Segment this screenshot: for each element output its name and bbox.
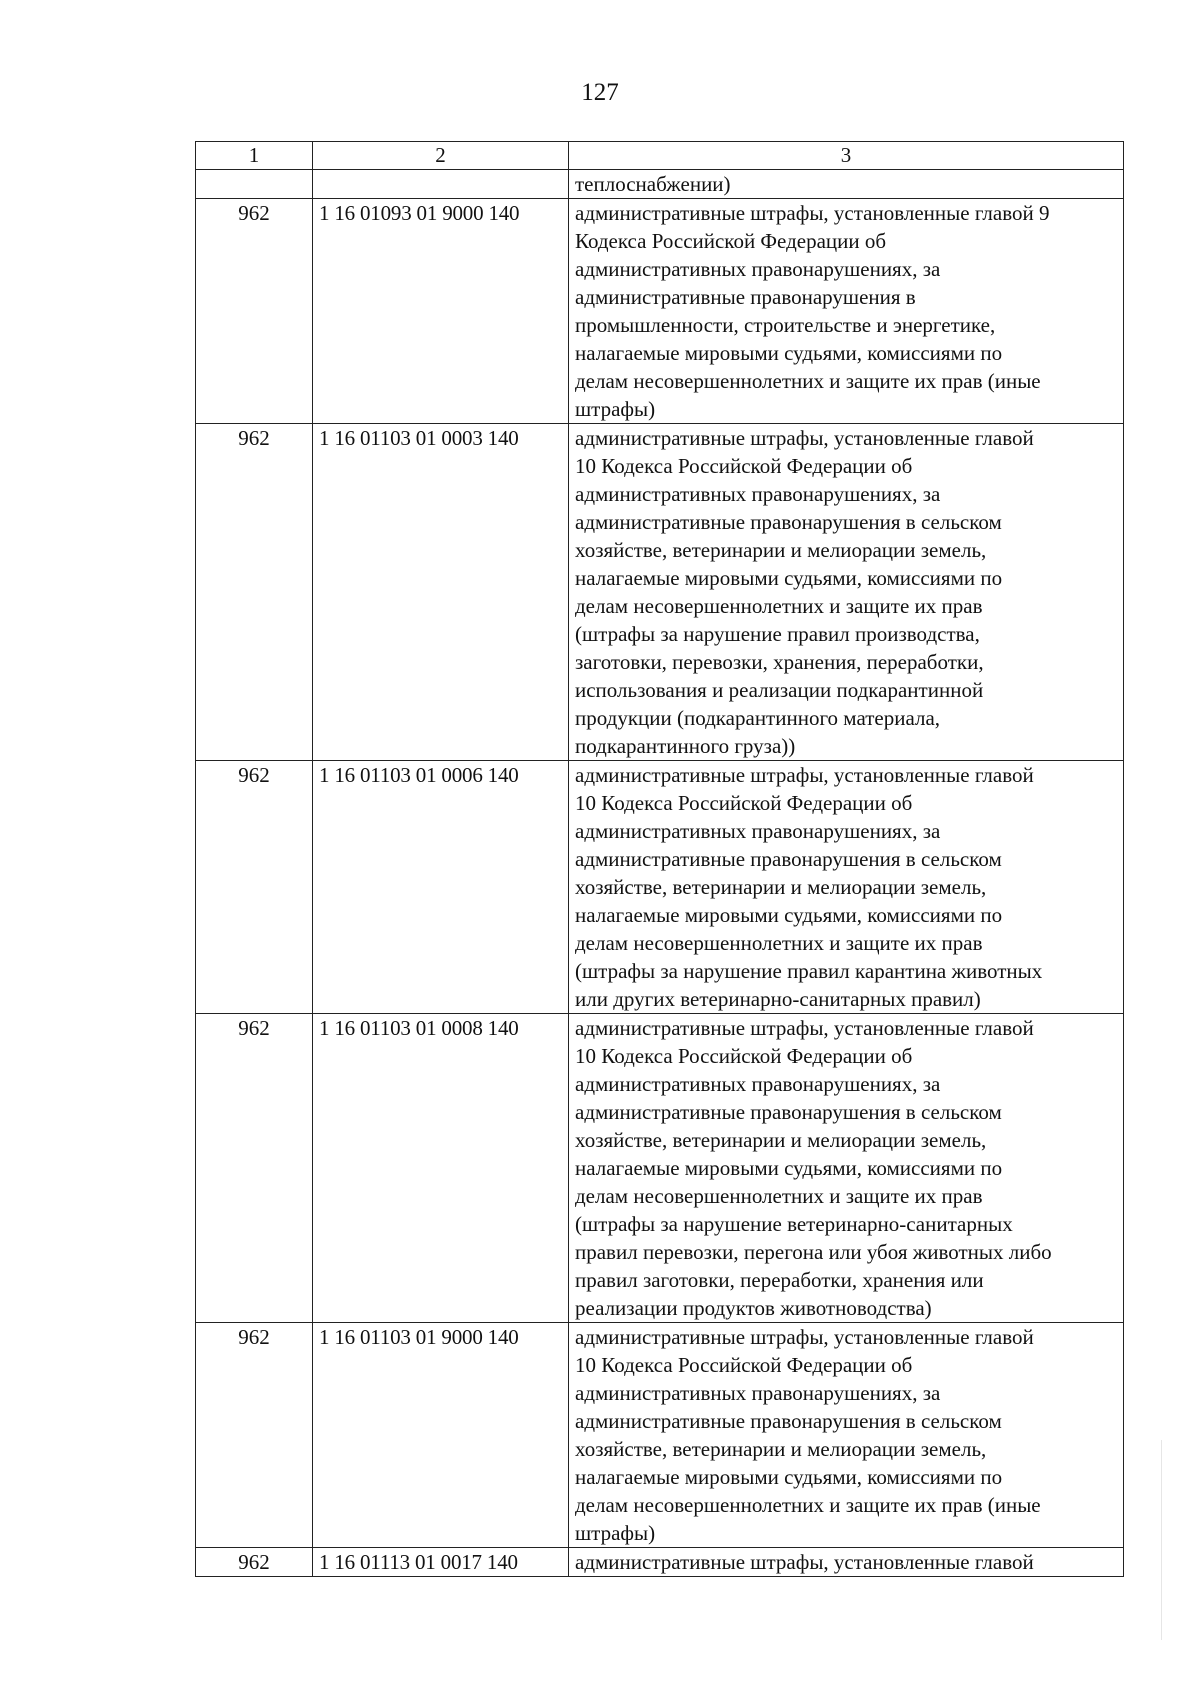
description-cell: [569, 761, 1124, 1014]
description-line: (штрафы за нарушение правил производства,: [575, 622, 980, 646]
description-line: административных правонарушениях, за: [575, 1381, 941, 1405]
description-line: административные правонарушения в сельском: [575, 847, 1002, 871]
description-line: налагаемые мировыми судьями, комиссиями по: [575, 903, 1003, 927]
description-cell: [569, 170, 1124, 199]
description-line: 10 Кодекса Российской Федерации об: [575, 1353, 913, 1377]
admin-code-cell: 962: [196, 424, 313, 761]
description-line: налагаемые мировыми судьями, комиссиями по: [575, 1156, 1003, 1180]
table-body: [196, 170, 1124, 1577]
description-line: налагаемые мировыми судьями, комиссиями по: [575, 341, 1003, 365]
description-line: использования и реализации подкарантинной: [575, 678, 984, 702]
description-cell: [569, 199, 1124, 424]
description-line: (штрафы за нарушение ветеринарно-санитарных: [575, 1212, 1013, 1236]
description-line: теплоснабжении): [575, 172, 731, 196]
description-line: налагаемые мировыми судьями, комиссиями по: [575, 566, 1003, 590]
description-cell: [569, 1014, 1124, 1323]
description-line: административных правонарушениях, за: [575, 257, 941, 281]
description-line: административные правонарушения в сельском: [575, 1409, 1002, 1433]
budget-classification-code-cell: 1 16 01113 01 0017 140: [313, 1548, 569, 1577]
description-line: хозяйстве, ветеринарии и мелиорации земель,: [575, 1437, 987, 1461]
description-line: (штрафы за нарушение правил карантина животных: [575, 959, 1043, 983]
description-line: хозяйстве, ветеринарии и мелиорации земель,: [575, 1128, 987, 1152]
table-header-row: [196, 142, 1124, 170]
table-row: [196, 1548, 1124, 1577]
description-cell: [569, 1323, 1124, 1548]
description-line: правил заготовки, переработки, хранения или: [575, 1268, 984, 1292]
description-line: административные правонарушения в: [575, 285, 916, 309]
description-line: делам несовершеннолетних и защите их прав: [575, 931, 983, 955]
description-line: или других ветеринарно-санитарных правил): [575, 987, 981, 1011]
header-col-3: 3: [569, 142, 1124, 170]
table-row: [196, 170, 1124, 199]
description-line: 10 Кодекса Российской Федерации об: [575, 791, 913, 815]
budget-classification-code-cell: 1 16 01103 01 0003 140: [313, 424, 569, 761]
description-line: 10 Кодекса Российской Федерации об: [575, 1044, 913, 1068]
description-line: подкарантинного груза)): [575, 734, 796, 758]
description-line: административные правонарушения в сельском: [575, 510, 1002, 534]
description-line: реализации продуктов животноводства): [575, 1296, 932, 1320]
description-line: административные штрафы, установленные главой: [575, 1550, 1034, 1574]
description-line: налагаемые мировыми судьями, комиссиями по: [575, 1465, 1003, 1489]
budget-classification-code-cell: 1 16 01103 01 9000 140: [313, 1323, 569, 1548]
header-col-1: 1: [196, 142, 313, 170]
admin-code-cell: 962: [196, 761, 313, 1014]
budget-classification-code-cell: 1 16 01093 01 9000 140: [313, 199, 569, 424]
description-cell: [569, 424, 1124, 761]
table-row: [196, 761, 1124, 1014]
table-row: [196, 1323, 1124, 1548]
admin-code-cell: [196, 170, 313, 199]
description-line: административные штрафы, установленные главой: [575, 426, 1034, 450]
table-row: [196, 199, 1124, 424]
description-line: делам несовершеннолетних и защите их прав (иные: [575, 1493, 1041, 1517]
description-line: административные штрафы, установленные главой: [575, 1016, 1034, 1040]
scan-edge-mark: [1161, 1440, 1162, 1640]
description-cell: [569, 1548, 1124, 1577]
admin-code-cell: 962: [196, 199, 313, 424]
description-line: Кодекса Российской Федерации об: [575, 229, 887, 253]
table-row: [196, 1014, 1124, 1323]
description-line: административных правонарушениях, за: [575, 1072, 941, 1096]
admin-code-cell: 962: [196, 1323, 313, 1548]
description-line: хозяйстве, ветеринарии и мелиорации земель,: [575, 875, 987, 899]
budget-classification-code-cell: [313, 170, 569, 199]
budget-classification-code-cell: 1 16 01103 01 0006 140: [313, 761, 569, 1014]
description-line: 10 Кодекса Российской Федерации об: [575, 454, 913, 478]
page-number: 127: [581, 79, 619, 106]
description-line: заготовки, перевозки, хранения, переработки,: [575, 650, 984, 674]
description-line: правил перевозки, перегона или убоя животных либо: [575, 1240, 1052, 1264]
description-line: административные штрафы, установленные главой: [575, 763, 1034, 787]
description-line: делам несовершеннолетних и защите их прав (иные: [575, 369, 1041, 393]
description-line: административные штрафы, установленные главой: [575, 1325, 1034, 1349]
description-line: административные штрафы, установленные главой 9: [575, 201, 1050, 225]
table-row: [196, 424, 1124, 761]
header-col-2: 2: [313, 142, 569, 170]
description-line: хозяйстве, ветеринарии и мелиорации земель,: [575, 538, 987, 562]
budget-classification-code-cell: 1 16 01103 01 0008 140: [313, 1014, 569, 1323]
description-line: делам несовершеннолетних и защите их прав: [575, 594, 983, 618]
description-line: промышленности, строительстве и энергетике,: [575, 313, 996, 337]
admin-code-cell: 962: [196, 1014, 313, 1323]
description-line: административных правонарушениях, за: [575, 819, 941, 843]
description-line: делам несовершеннолетних и защите их прав: [575, 1184, 983, 1208]
description-line: административные правонарушения в сельском: [575, 1100, 1002, 1124]
description-line: штрафы): [575, 397, 656, 421]
description-line: административных правонарушениях, за: [575, 482, 941, 506]
budget-codes-table: [195, 141, 1124, 1577]
admin-code-cell: 962: [196, 1548, 313, 1577]
description-line: штрафы): [575, 1521, 656, 1545]
description-line: продукции (подкарантинного материала,: [575, 706, 941, 730]
